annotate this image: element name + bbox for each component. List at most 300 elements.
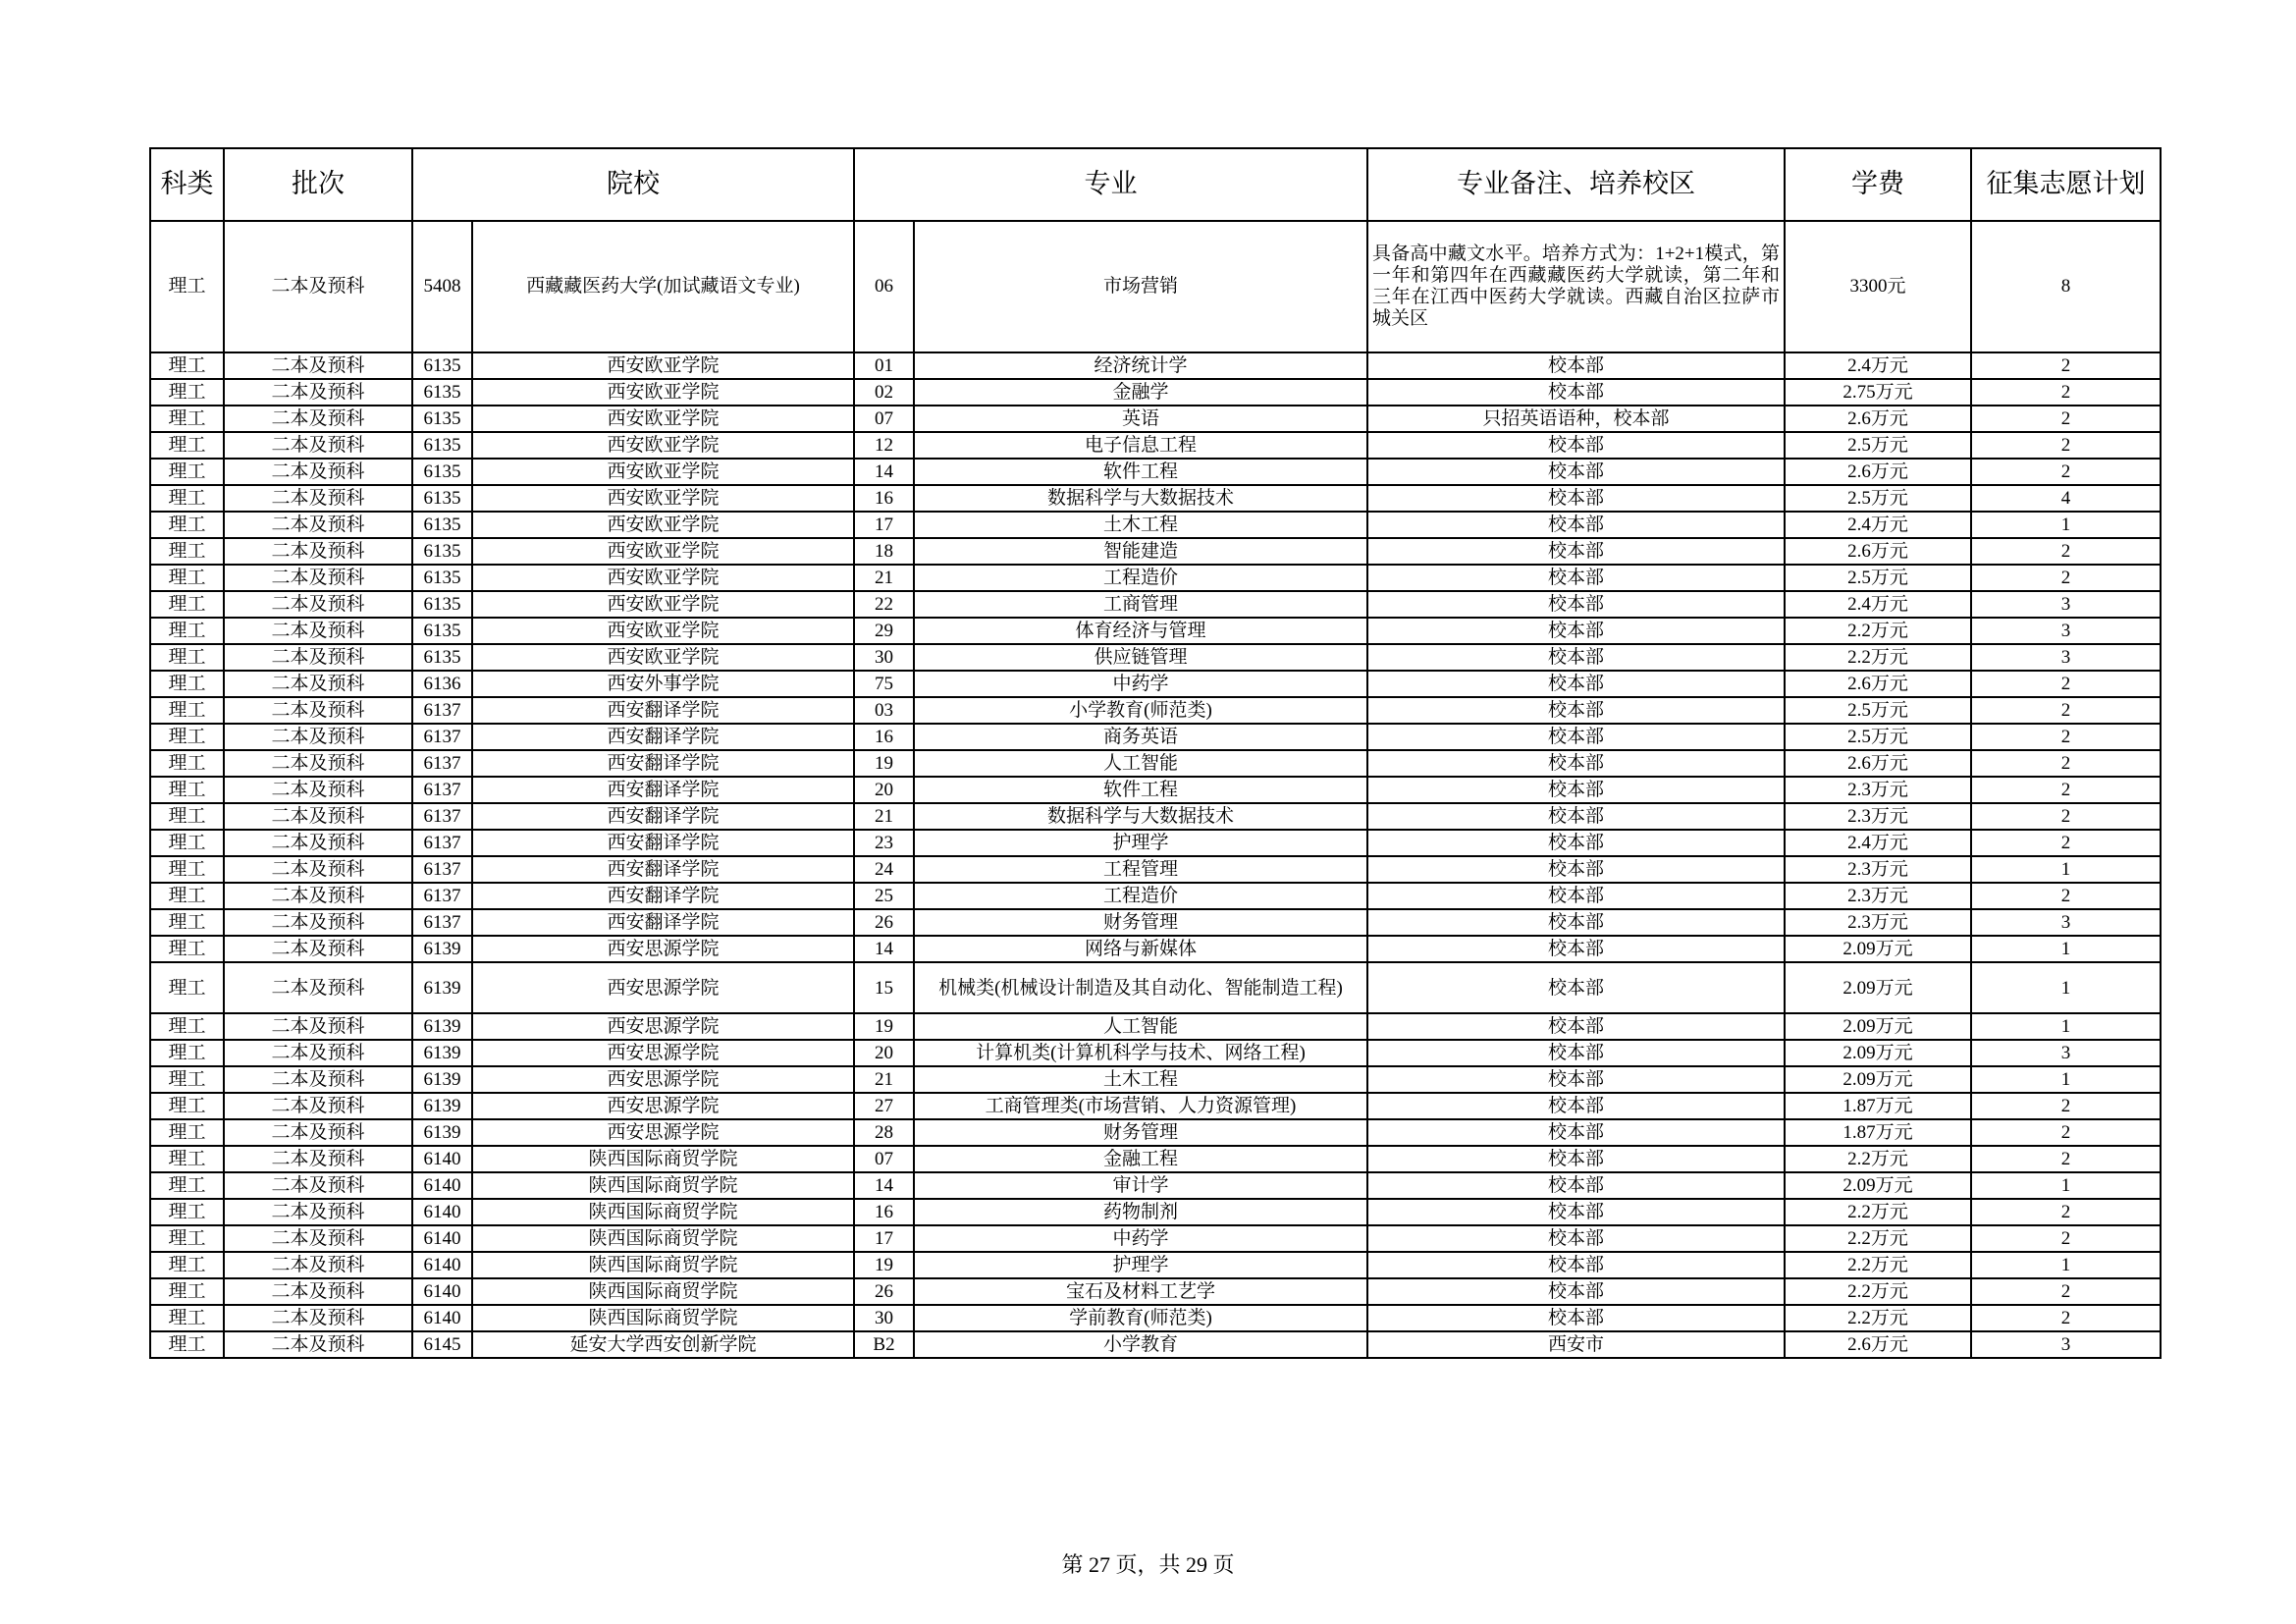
cell-tuition: 2.3万元 — [1785, 883, 1971, 909]
cell-school-name: 西安思源学院 — [472, 936, 854, 962]
cell-major-code: 19 — [854, 750, 914, 777]
cell-plan-count: 3 — [1971, 1331, 2161, 1358]
cell-remark: 校本部 — [1367, 1119, 1785, 1146]
cell-batch: 二本及预科 — [224, 671, 412, 697]
cell-major-code: 14 — [854, 459, 914, 485]
cell-plan-count: 2 — [1971, 1093, 2161, 1119]
cell-school-name: 西安思源学院 — [472, 1040, 854, 1066]
cell-major-name: 财务管理 — [914, 909, 1367, 936]
cell-major-name: 供应链管理 — [914, 644, 1367, 671]
cell-tuition: 2.6万元 — [1785, 538, 1971, 565]
cell-major-code: 26 — [854, 1278, 914, 1305]
table-row — [150, 379, 2161, 406]
cell-major-name: 护理学 — [914, 830, 1367, 856]
cell-major-name: 工商管理类(市场营销、人力资源管理) — [914, 1093, 1367, 1119]
cell-school-name: 西安思源学院 — [472, 1066, 854, 1093]
cell-category: 理工 — [150, 750, 224, 777]
cell-tuition: 2.3万元 — [1785, 803, 1971, 830]
cell-major-name: 计算机类(计算机科学与技术、网络工程) — [914, 1040, 1367, 1066]
cell-school-code: 6140 — [412, 1252, 472, 1278]
table-row — [150, 565, 2161, 591]
cell-category: 理工 — [150, 432, 224, 459]
cell-plan-count: 2 — [1971, 883, 2161, 909]
table-row — [150, 909, 2161, 936]
table-row — [150, 485, 2161, 512]
cell-tuition: 1.87万元 — [1785, 1119, 1971, 1146]
table-row — [150, 962, 2161, 1013]
cell-major-code: 07 — [854, 1146, 914, 1172]
cell-tuition: 2.4万元 — [1785, 830, 1971, 856]
cell-school-name: 西安翻译学院 — [472, 909, 854, 936]
cell-plan-count: 1 — [1971, 962, 2161, 1013]
cell-major-name: 人工智能 — [914, 1013, 1367, 1040]
cell-remark: 校本部 — [1367, 883, 1785, 909]
table-row — [150, 936, 2161, 962]
cell-remark: 具备高中藏文水平。培养方式为：1+2+1模式，第一年和第四年在西藏藏医药大学就读，第二年和三年在江西中医药大学就读。西藏自治区拉萨市城关区 — [1367, 221, 1785, 352]
cell-tuition: 2.2万元 — [1785, 1252, 1971, 1278]
cell-category: 理工 — [150, 909, 224, 936]
table-row — [150, 1225, 2161, 1252]
cell-plan-count: 2 — [1971, 671, 2161, 697]
cell-remark: 校本部 — [1367, 1305, 1785, 1331]
cell-plan-count: 1 — [1971, 1172, 2161, 1199]
cell-category: 理工 — [150, 538, 224, 565]
cell-category: 理工 — [150, 1119, 224, 1146]
cell-school-code: 6135 — [412, 459, 472, 485]
cell-school-name: 西安欧亚学院 — [472, 485, 854, 512]
table-row — [150, 777, 2161, 803]
cell-tuition: 2.4万元 — [1785, 512, 1971, 538]
table-row — [150, 644, 2161, 671]
table-row — [150, 1252, 2161, 1278]
cell-school-name: 西安欧亚学院 — [472, 618, 854, 644]
cell-remark: 校本部 — [1367, 1172, 1785, 1199]
cell-remark: 校本部 — [1367, 1252, 1785, 1278]
cell-category: 理工 — [150, 1066, 224, 1093]
cell-remark: 校本部 — [1367, 1199, 1785, 1225]
cell-major-name: 工商管理 — [914, 591, 1367, 618]
cell-plan-count: 2 — [1971, 1146, 2161, 1172]
cell-school-code: 6139 — [412, 962, 472, 1013]
cell-remark: 校本部 — [1367, 512, 1785, 538]
cell-plan-count: 2 — [1971, 1119, 2161, 1146]
cell-batch: 二本及预科 — [224, 565, 412, 591]
cell-batch: 二本及预科 — [224, 406, 412, 432]
cell-tuition: 2.6万元 — [1785, 406, 1971, 432]
cell-remark: 校本部 — [1367, 459, 1785, 485]
cell-major-name: 工程造价 — [914, 565, 1367, 591]
cell-school-code: 6137 — [412, 777, 472, 803]
cell-remark: 校本部 — [1367, 803, 1785, 830]
cell-school-code: 6140 — [412, 1305, 472, 1331]
cell-remark: 校本部 — [1367, 1066, 1785, 1093]
cell-school-code: 6137 — [412, 803, 472, 830]
cell-major-name: 护理学 — [914, 1252, 1367, 1278]
cell-major-code: 16 — [854, 724, 914, 750]
cell-batch: 二本及预科 — [224, 883, 412, 909]
cell-major-code: 25 — [854, 883, 914, 909]
cell-school-name: 西安欧亚学院 — [472, 644, 854, 671]
cell-category: 理工 — [150, 671, 224, 697]
cell-plan-count: 2 — [1971, 352, 2161, 379]
cell-school-code: 6145 — [412, 1331, 472, 1358]
cell-tuition: 2.6万元 — [1785, 1331, 1971, 1358]
table-row — [150, 1093, 2161, 1119]
cell-major-name: 金融学 — [914, 379, 1367, 406]
table-row — [150, 1172, 2161, 1199]
cell-category: 理工 — [150, 830, 224, 856]
cell-school-code: 6139 — [412, 936, 472, 962]
cell-major-code: 14 — [854, 1172, 914, 1199]
cell-school-name: 西安思源学院 — [472, 962, 854, 1013]
cell-major-name: 小学教育(师范类) — [914, 697, 1367, 724]
cell-plan-count: 4 — [1971, 485, 2161, 512]
cell-school-name: 西安翻译学院 — [472, 803, 854, 830]
cell-remark: 校本部 — [1367, 777, 1785, 803]
cell-category: 理工 — [150, 724, 224, 750]
cell-plan-count: 2 — [1971, 750, 2161, 777]
cell-category: 理工 — [150, 936, 224, 962]
cell-major-code: 21 — [854, 803, 914, 830]
cell-school-code: 6140 — [412, 1225, 472, 1252]
cell-plan-count: 8 — [1971, 221, 2161, 352]
cell-major-name: 金融工程 — [914, 1146, 1367, 1172]
cell-remark: 校本部 — [1367, 538, 1785, 565]
cell-tuition: 2.5万元 — [1785, 485, 1971, 512]
cell-major-code: 20 — [854, 1040, 914, 1066]
table-row — [150, 352, 2161, 379]
cell-school-code: 6140 — [412, 1172, 472, 1199]
table-row — [150, 1278, 2161, 1305]
cell-tuition: 2.2万元 — [1785, 1146, 1971, 1172]
cell-major-name: 智能建造 — [914, 538, 1367, 565]
table-row — [150, 1040, 2161, 1066]
cell-school-code: 6139 — [412, 1013, 472, 1040]
cell-plan-count: 1 — [1971, 1013, 2161, 1040]
cell-category: 理工 — [150, 883, 224, 909]
cell-batch: 二本及预科 — [224, 352, 412, 379]
cell-remark: 校本部 — [1367, 909, 1785, 936]
cell-major-code: 17 — [854, 1225, 914, 1252]
cell-school-code: 6135 — [412, 538, 472, 565]
cell-major-name: 英语 — [914, 406, 1367, 432]
cell-category: 理工 — [150, 565, 224, 591]
cell-tuition: 2.2万元 — [1785, 1225, 1971, 1252]
cell-school-name: 西安翻译学院 — [472, 856, 854, 883]
cell-batch: 二本及预科 — [224, 379, 412, 406]
cell-school-code: 6139 — [412, 1066, 472, 1093]
table-row — [150, 432, 2161, 459]
cell-tuition: 2.5万元 — [1785, 724, 1971, 750]
cell-category: 理工 — [150, 379, 224, 406]
cell-school-code: 6135 — [412, 485, 472, 512]
header-major: 专业 — [854, 148, 1367, 221]
cell-category: 理工 — [150, 485, 224, 512]
table-row — [150, 883, 2161, 909]
cell-batch: 二本及预科 — [224, 1252, 412, 1278]
cell-plan-count: 1 — [1971, 512, 2161, 538]
header-school: 院校 — [412, 148, 854, 221]
table-row — [150, 1119, 2161, 1146]
cell-tuition: 2.09万元 — [1785, 962, 1971, 1013]
cell-category: 理工 — [150, 644, 224, 671]
cell-plan-count: 1 — [1971, 936, 2161, 962]
cell-major-name: 药物制剂 — [914, 1199, 1367, 1225]
cell-plan-count: 3 — [1971, 1040, 2161, 1066]
cell-major-code: 06 — [854, 221, 914, 352]
cell-batch: 二本及预科 — [224, 644, 412, 671]
cell-batch: 二本及预科 — [224, 1305, 412, 1331]
cell-remark: 校本部 — [1367, 1278, 1785, 1305]
cell-school-code: 6137 — [412, 830, 472, 856]
cell-tuition: 2.4万元 — [1785, 591, 1971, 618]
cell-batch: 二本及预科 — [224, 697, 412, 724]
cell-category: 理工 — [150, 591, 224, 618]
cell-plan-count: 3 — [1971, 618, 2161, 644]
cell-plan-count: 2 — [1971, 830, 2161, 856]
cell-major-name: 工程造价 — [914, 883, 1367, 909]
cell-remark: 校本部 — [1367, 432, 1785, 459]
cell-major-name: 学前教育(师范类) — [914, 1305, 1367, 1331]
cell-remark: 只招英语语种，校本部 — [1367, 406, 1785, 432]
cell-school-code: 6135 — [412, 406, 472, 432]
cell-batch: 二本及预科 — [224, 803, 412, 830]
cell-remark: 校本部 — [1367, 1093, 1785, 1119]
cell-school-name: 西藏藏医药大学(加试藏语文专业) — [472, 221, 854, 352]
cell-school-name: 西安欧亚学院 — [472, 379, 854, 406]
cell-school-code: 6137 — [412, 883, 472, 909]
cell-batch: 二本及预科 — [224, 538, 412, 565]
cell-remark: 校本部 — [1367, 671, 1785, 697]
cell-batch: 二本及预科 — [224, 830, 412, 856]
cell-school-code: 6139 — [412, 1119, 472, 1146]
header-category: 科类 — [150, 148, 224, 221]
cell-tuition: 2.2万元 — [1785, 1305, 1971, 1331]
cell-school-name: 西安欧亚学院 — [472, 432, 854, 459]
cell-school-name: 陕西国际商贸学院 — [472, 1305, 854, 1331]
cell-school-code: 6135 — [412, 432, 472, 459]
cell-tuition: 2.75万元 — [1785, 379, 1971, 406]
cell-major-code: 24 — [854, 856, 914, 883]
cell-batch: 二本及预科 — [224, 1172, 412, 1199]
cell-remark: 校本部 — [1367, 830, 1785, 856]
cell-school-code: 6137 — [412, 724, 472, 750]
cell-major-code: 15 — [854, 962, 914, 1013]
cell-remark: 校本部 — [1367, 962, 1785, 1013]
cell-remark: 校本部 — [1367, 591, 1785, 618]
cell-school-name: 陕西国际商贸学院 — [472, 1172, 854, 1199]
cell-category: 理工 — [150, 221, 224, 352]
cell-major-name: 网络与新媒体 — [914, 936, 1367, 962]
cell-major-name: 中药学 — [914, 671, 1367, 697]
cell-category: 理工 — [150, 1305, 224, 1331]
cell-batch: 二本及预科 — [224, 856, 412, 883]
cell-school-name: 西安欧亚学院 — [472, 406, 854, 432]
cell-tuition: 2.3万元 — [1785, 856, 1971, 883]
cell-school-code: 6140 — [412, 1146, 472, 1172]
cell-major-name: 审计学 — [914, 1172, 1367, 1199]
cell-major-code: 14 — [854, 936, 914, 962]
cell-category: 理工 — [150, 1172, 224, 1199]
cell-tuition: 2.2万元 — [1785, 618, 1971, 644]
cell-batch: 二本及预科 — [224, 1146, 412, 1172]
cell-tuition: 2.2万元 — [1785, 1199, 1971, 1225]
cell-major-code: 22 — [854, 591, 914, 618]
cell-major-name: 机械类(机械设计制造及其自动化、智能制造工程) — [914, 962, 1367, 1013]
cell-batch: 二本及预科 — [224, 962, 412, 1013]
cell-batch: 二本及预科 — [224, 1066, 412, 1093]
cell-plan-count: 2 — [1971, 697, 2161, 724]
cell-school-code: 6135 — [412, 591, 472, 618]
cell-tuition: 2.09万元 — [1785, 1040, 1971, 1066]
cell-major-code: 17 — [854, 512, 914, 538]
cell-tuition: 2.6万元 — [1785, 671, 1971, 697]
cell-tuition: 2.09万元 — [1785, 1013, 1971, 1040]
cell-school-code: 6135 — [412, 352, 472, 379]
cell-tuition: 2.3万元 — [1785, 909, 1971, 936]
cell-batch: 二本及预科 — [224, 432, 412, 459]
cell-school-name: 陕西国际商贸学院 — [472, 1278, 854, 1305]
cell-major-code: 26 — [854, 909, 914, 936]
cell-tuition: 3300元 — [1785, 221, 1971, 352]
cell-school-code: 6135 — [412, 565, 472, 591]
cell-school-code: 6135 — [412, 618, 472, 644]
cell-major-code: 18 — [854, 538, 914, 565]
cell-category: 理工 — [150, 1040, 224, 1066]
cell-major-name: 小学教育 — [914, 1331, 1367, 1358]
cell-remark: 校本部 — [1367, 644, 1785, 671]
table-row — [150, 1199, 2161, 1225]
cell-category: 理工 — [150, 1146, 224, 1172]
cell-batch: 二本及预科 — [224, 459, 412, 485]
cell-remark: 校本部 — [1367, 485, 1785, 512]
table-row — [150, 750, 2161, 777]
cell-major-code: 21 — [854, 565, 914, 591]
cell-major-name: 软件工程 — [914, 459, 1367, 485]
cell-school-code: 6139 — [412, 1093, 472, 1119]
cell-plan-count: 2 — [1971, 724, 2161, 750]
cell-school-code: 6140 — [412, 1278, 472, 1305]
cell-major-code: 12 — [854, 432, 914, 459]
cell-major-code: 20 — [854, 777, 914, 803]
cell-remark: 校本部 — [1367, 1013, 1785, 1040]
table-row — [150, 803, 2161, 830]
cell-school-name: 西安思源学院 — [472, 1013, 854, 1040]
cell-plan-count: 2 — [1971, 432, 2161, 459]
cell-remark: 校本部 — [1367, 697, 1785, 724]
cell-major-name: 商务英语 — [914, 724, 1367, 750]
cell-batch: 二本及预科 — [224, 1331, 412, 1358]
cell-major-code: 27 — [854, 1093, 914, 1119]
cell-school-name: 西安翻译学院 — [472, 724, 854, 750]
cell-batch: 二本及预科 — [224, 724, 412, 750]
cell-tuition: 1.87万元 — [1785, 1093, 1971, 1119]
table-row — [150, 618, 2161, 644]
cell-major-code: 29 — [854, 618, 914, 644]
cell-batch: 二本及预科 — [224, 1013, 412, 1040]
cell-batch: 二本及预科 — [224, 750, 412, 777]
cell-school-name: 西安欧亚学院 — [472, 459, 854, 485]
cell-major-code: 02 — [854, 379, 914, 406]
table-row — [150, 221, 2161, 352]
cell-school-name: 陕西国际商贸学院 — [472, 1252, 854, 1278]
cell-major-name: 市场营销 — [914, 221, 1367, 352]
table-row — [150, 697, 2161, 724]
cell-remark: 校本部 — [1367, 379, 1785, 406]
cell-major-name: 数据科学与大数据技术 — [914, 803, 1367, 830]
cell-school-name: 西安欧亚学院 — [472, 565, 854, 591]
cell-remark: 校本部 — [1367, 856, 1785, 883]
cell-major-code: 28 — [854, 1119, 914, 1146]
cell-major-name: 土木工程 — [914, 512, 1367, 538]
cell-school-code: 6137 — [412, 856, 472, 883]
cell-major-name: 体育经济与管理 — [914, 618, 1367, 644]
table-row — [150, 830, 2161, 856]
table-row — [150, 406, 2161, 432]
cell-school-name: 西安欧亚学院 — [472, 352, 854, 379]
cell-category: 理工 — [150, 618, 224, 644]
page-footer: 第 27 页，共 29 页 — [1061, 1552, 1235, 1577]
cell-school-name: 西安欧亚学院 — [472, 538, 854, 565]
cell-school-code: 6137 — [412, 750, 472, 777]
cell-tuition: 2.5万元 — [1785, 697, 1971, 724]
cell-major-name: 人工智能 — [914, 750, 1367, 777]
cell-school-name: 西安思源学院 — [472, 1119, 854, 1146]
cell-major-name: 工程管理 — [914, 856, 1367, 883]
cell-major-code: 16 — [854, 1199, 914, 1225]
header-batch: 批次 — [224, 148, 412, 221]
cell-remark: 校本部 — [1367, 352, 1785, 379]
table-row — [150, 538, 2161, 565]
table-row — [150, 856, 2161, 883]
cell-plan-count: 2 — [1971, 777, 2161, 803]
cell-batch: 二本及预科 — [224, 221, 412, 352]
table-row — [150, 1331, 2161, 1358]
table-header-row — [150, 148, 2161, 221]
cell-major-code: 19 — [854, 1013, 914, 1040]
cell-school-code: 6140 — [412, 1199, 472, 1225]
cell-tuition: 2.3万元 — [1785, 777, 1971, 803]
cell-major-code: 07 — [854, 406, 914, 432]
cell-major-code: 23 — [854, 830, 914, 856]
cell-batch: 二本及预科 — [224, 936, 412, 962]
cell-major-name: 土木工程 — [914, 1066, 1367, 1093]
cell-plan-count: 1 — [1971, 856, 2161, 883]
cell-tuition: 2.2万元 — [1785, 644, 1971, 671]
cell-school-name: 西安翻译学院 — [472, 750, 854, 777]
table-row — [150, 1013, 2161, 1040]
cell-major-code: 30 — [854, 1305, 914, 1331]
cell-school-code: 5408 — [412, 221, 472, 352]
cell-school-name: 陕西国际商贸学院 — [472, 1146, 854, 1172]
cell-school-name: 西安欧亚学院 — [472, 591, 854, 618]
cell-major-code: 30 — [854, 644, 914, 671]
cell-school-code: 6139 — [412, 1040, 472, 1066]
cell-batch: 二本及预科 — [224, 909, 412, 936]
cell-category: 理工 — [150, 1331, 224, 1358]
cell-plan-count: 3 — [1971, 644, 2161, 671]
cell-batch: 二本及预科 — [224, 1278, 412, 1305]
cell-school-code: 6137 — [412, 909, 472, 936]
cell-tuition: 2.09万元 — [1785, 1066, 1971, 1093]
cell-major-code: 01 — [854, 352, 914, 379]
cell-school-code: 6136 — [412, 671, 472, 697]
cell-school-name: 西安思源学院 — [472, 1093, 854, 1119]
cell-school-name: 西安外事学院 — [472, 671, 854, 697]
cell-tuition: 2.5万元 — [1785, 565, 1971, 591]
cell-category: 理工 — [150, 352, 224, 379]
table-row — [150, 459, 2161, 485]
